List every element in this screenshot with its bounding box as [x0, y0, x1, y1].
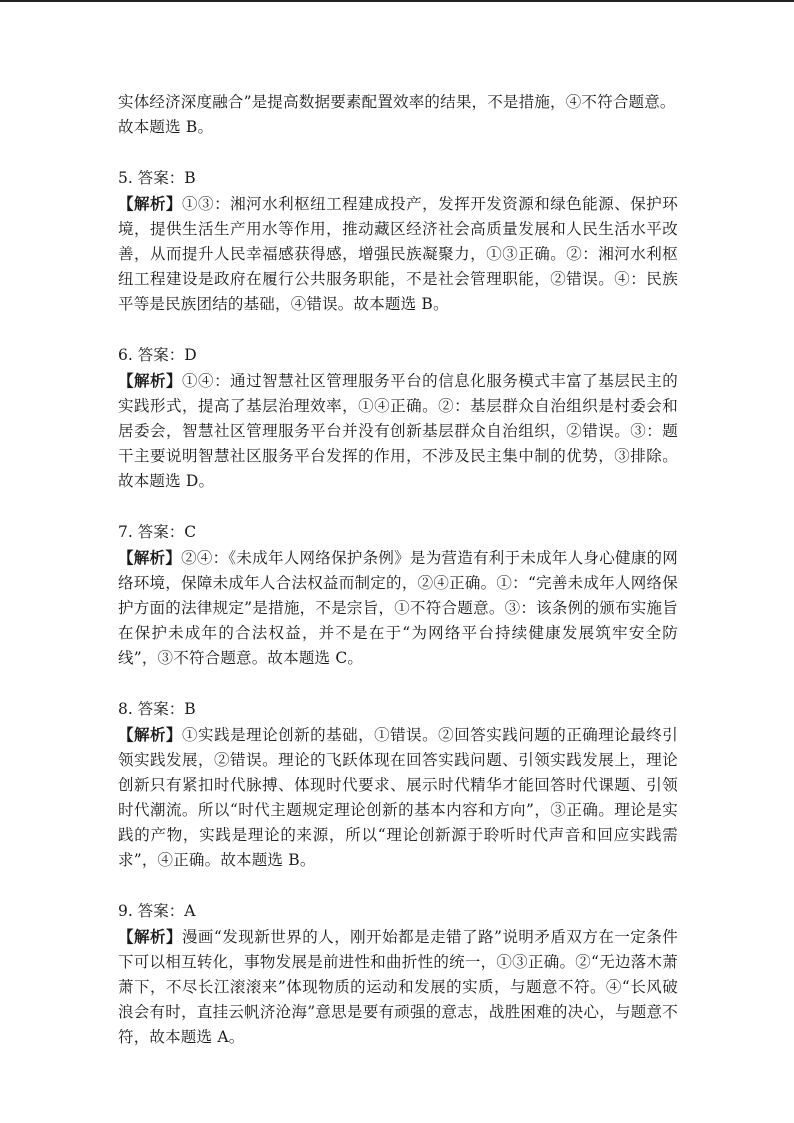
- explanation-text: 漫画“发现新世界的人，刚开始都是走错了路”说明矛盾双方在一定条件下可以相互转化，事物发展是前进性和曲折性的统一，①③正确。②“无边落木萧萧下，不尽长江滚滚来”体现物质的运动和发展的实质，与题意不符。④“长风破浪会有时，直挂云帆济沧海”意思是要有顽强的意志，战胜困难的决心，与题意不符，故本题选 A。: [118, 928, 678, 1046]
- answer-label: 6. 答案：D: [118, 346, 197, 364]
- explanation: [118, 924, 678, 1050]
- question-6: [118, 343, 678, 494]
- question-5: [118, 166, 678, 317]
- lead-line-2: 故本题选 B。: [118, 118, 214, 136]
- explanation: [118, 368, 678, 494]
- lead-paragraph: [118, 90, 678, 140]
- explanation-tag: 【解析】: [118, 371, 183, 390]
- answer-label: 7. 答案：C: [118, 523, 197, 541]
- explanation: [118, 545, 678, 671]
- explanation: [118, 722, 678, 873]
- explanation-text: ①④：通过智慧社区管理服务平台的信息化服务模式丰富了基层民主的实践形式，提高了基层治理效率，①④正确。②：基层群众自治组织是村委会和居委会，智慧社区管理服务平台并没有创新基层群众自治组织，②错误。③：题干主要说明智慧社区服务平台发挥的作用，不涉及民主集中制的优势，③排除。故本题选 D。: [118, 372, 679, 490]
- answer-label: 9. 答案：A: [118, 902, 196, 920]
- question-8: [118, 697, 678, 873]
- explanation-tag: 【解析】: [118, 548, 182, 567]
- answer-sheet: [118, 90, 678, 1076]
- lead-line-1: 实体经济深度融合”是提高数据要素配置效率的结果，不是措施，④不符合题意。: [118, 93, 676, 111]
- top-rule: [0, 0, 794, 2]
- answer-label: 8. 答案：B: [118, 700, 196, 718]
- question-7: [118, 520, 678, 671]
- explanation-text: ①实践是理论创新的基础，①错误。②回答实践问题的正确理论最终引领实践发展，②错误。理论的飞跃体现在回答实践问题、引领实践发展上，理论创新只有紧扣时代脉搏、体现时代要求、展示时代精华才能回答时代课题、引领时代潮流。所以“时代主题规定理论创新的基本内容和方向”，③正确。理论是实践的产物，实践是理论的来源，所以“理论创新源于聆听时代声音和回应实践需求”，④正确。故本题选 B。: [118, 726, 679, 869]
- question-9: [118, 899, 678, 1050]
- explanation-tag: 【解析】: [118, 194, 183, 213]
- explanation-text: ②④：《未成年人网络保护条例》是为营造有利于未成年人身心健康的网络环境，保障未成年人合法权益而制定的，②④正确。①：“完善未成年人网络保护方面的法律规定”是措施，不是宗旨，①不符合题意。③：该条例的颁布实施旨在保护未成年的合法权益，并不是在于“为网络平台持续健康发展筑牢安全防线”，③不符合题意。故本题选 C。: [118, 549, 678, 667]
- explanation: [118, 191, 678, 317]
- answer-label: 5. 答案：B: [118, 169, 196, 187]
- explanation-tag: 【解析】: [118, 725, 183, 744]
- explanation-text: ①③：湘河水利枢纽工程建成投产，发挥开发资源和绿色能源、保护环境，提供生活生产用水等作用，推动藏区经济社会高质量发展和人民生活水平改善，从而提升人民幸福感获得感，增强民族凝聚力，①③正确。②：湘河水利枢纽工程建设是政府在履行公共服务职能，不是社会管理职能，②错误。④：民族平等是民族团结的基础，④错误。故本题选 B。: [118, 195, 679, 313]
- explanation-tag: 【解析】: [118, 927, 182, 946]
